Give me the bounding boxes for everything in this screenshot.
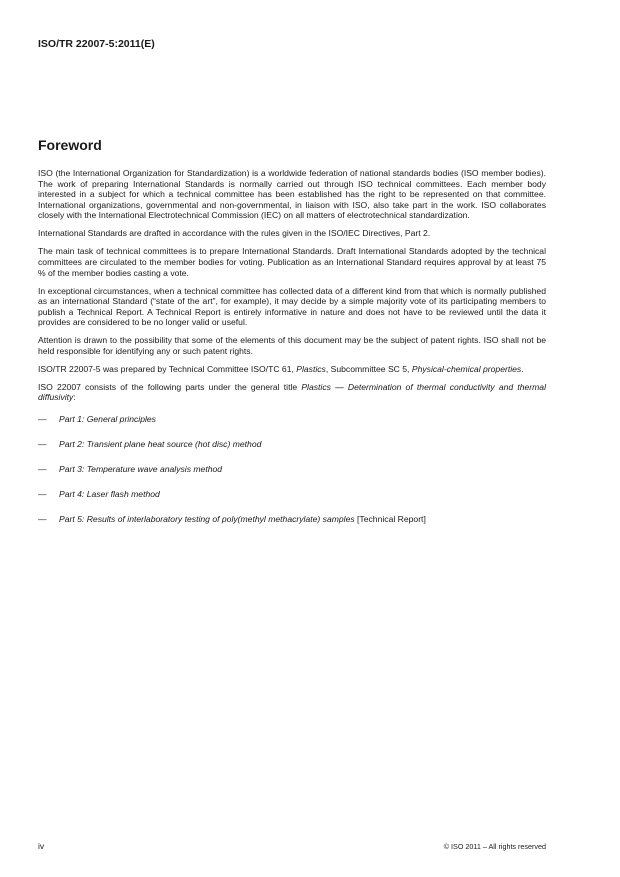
copyright-notice: © ISO 2011 – All rights reserved [443, 842, 546, 851]
part-title: Part 4: Laser flash method [59, 488, 160, 499]
paragraph-iso-federation: ISO (the International Organization for Standardization) is a worldwide federation of national standards bodies (ISO member bodies). The work of preparing International Standards is normally carried out through ISO technical committees. Each member body interested in a subject for which a technical committee has been established has the right to be represented on that committee. International organizations, governmental and non-governmental, in liaison with ISO, also take part in the work. ISO collaborates closely with the International Electrotechnical Commission (IEC) on all matters of electrotechnical standardization. [38, 168, 546, 221]
page-number: iv [38, 841, 45, 851]
paragraph-directives: International Standards are drafted in accordance with the rules given in the ISO/IEC Directives, Part 2. [38, 228, 431, 239]
part-title: Part 1: General principles [59, 414, 156, 425]
part-title: Part 3: Temperature wave analysis method [59, 463, 223, 474]
em-dash-bullet: — [38, 414, 47, 425]
paragraph-patent-rights: Attention is drawn to the possibility that some of the elements of this document may be the subject of patent rights. ISO shall not be held responsible for identifying any or such patent rights. [38, 335, 546, 356]
paragraph-committee-task: The main task of technical committees is to prepare International Standards. Draft International Standards adopted by the technical committees are circulated to the member bodies for voting. Publication as an International Standard requires approval by at least 75 % of the member bodies casting a vote. [38, 246, 546, 278]
paragraph-technical-report: In exceptional circumstances, when a technical committee has collected data of a different kind from that which is normally published as an international Standard (“state of the art”, for example), it may decide by a simple majority vote of its participating members to publish a Technical Report. A Technical Report is entirely informative in nature and does not have to be reviewed until the data it provides are considered to be no longer valid or useful. [38, 285, 546, 328]
list-item [38, 464, 546, 475]
prepared-text-1: ISO/TR 22007-5 was prepared by Technical Committee ISO/TC 61, [38, 363, 297, 374]
list-item [38, 514, 546, 525]
part-title: Part 2: Transient plane heat source (hot disc) method [59, 438, 262, 449]
series-text-1: ISO 22007 consists of the following parts under the general title [38, 381, 302, 392]
page-title: Foreword [38, 137, 102, 153]
committee-name: Plastics [296, 363, 326, 374]
em-dash-bullet: — [38, 438, 47, 449]
prepared-text-2: , Subcommittee SC 5, [325, 363, 412, 374]
parts-list [38, 414, 546, 524]
paragraph-prepared-by [38, 364, 546, 375]
series-text-2: : [73, 392, 76, 403]
list-item [38, 414, 546, 425]
em-dash-bullet: — [38, 513, 47, 524]
prepared-text-3: . [521, 363, 524, 374]
series-general-title: Plastics — Determination of thermal conductivity and thermal diffusivity [38, 381, 546, 403]
list-item [38, 439, 546, 450]
paragraph-series [38, 382, 546, 403]
subcommittee-name: Physical-chemical properties [411, 363, 522, 374]
part-title: Part 5: Results of interlaboratory testing of poly(methyl methacrylate) samples [59, 513, 355, 524]
document-id: ISO/TR 22007-5:2011(E) [38, 38, 155, 50]
em-dash-bullet: — [38, 488, 47, 499]
part-suffix: [Technical Report] [354, 513, 426, 524]
em-dash-bullet: — [38, 463, 47, 474]
list-item [38, 489, 546, 500]
foreword-body [38, 168, 546, 538]
